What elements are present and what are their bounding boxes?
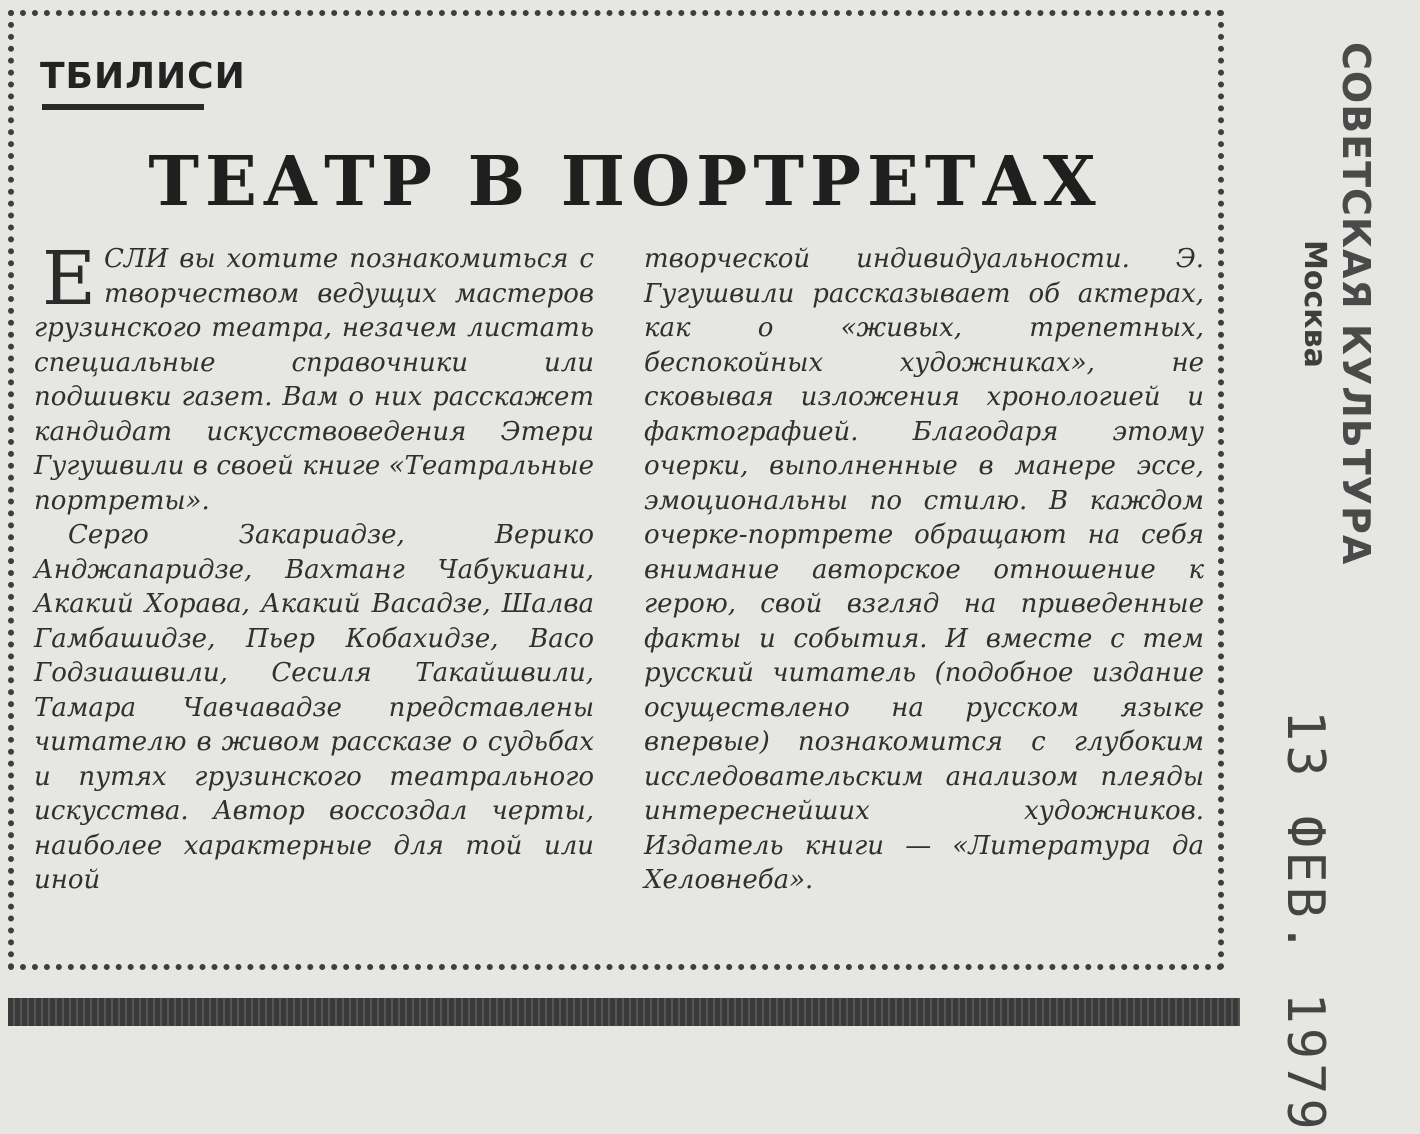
paragraph-1 bbox=[34, 236, 594, 518]
bottom-rule bbox=[8, 998, 1240, 1026]
drop-cap: Е bbox=[42, 236, 97, 322]
paragraph-3: творческой индивидуальности. Э. Гугушвили рассказывает об актерах, как о «живых, трепетных, беспокойных художниках», не сковывая изложения хронологией и фактографией. Благодаря этому очерки, выполненные в манере эссе, эмоциональны по стилю. В каждом очерке-портрете обращают на себя внимание авторское отношение к герою, свой взгляд на приведенные факты и события. И вместе с тем русский читатель (подобное издание осуществлено на русском языке впервые) познакомится с глубоким исследовательским анализом плеяды интереснейших художников. Издатель книги — «Литература да Хеловнеба». bbox=[644, 244, 1204, 895]
headline: ТЕАТР В ПОРТРЕТАХ bbox=[148, 142, 1102, 222]
paragraph-1-text: СЛИ вы хотите познакомиться с творчеством ведущих мастеров грузинского театра, незачем листать специальные справочники или подшивки газет. Вам о них расскажет кандидат искусствоведения Этери Гугушвили в своей книге «Театральные портреты». bbox=[34, 244, 594, 516]
newspaper-city: Москва bbox=[1297, 240, 1332, 368]
date-stamp-text: 13 ФЕВ. 1979 bbox=[1275, 710, 1335, 1134]
section-label: ТБИЛИСИ bbox=[40, 56, 246, 97]
section-underline bbox=[42, 104, 204, 110]
article-column-right bbox=[644, 242, 1204, 898]
paragraph-2: Серго Закариадзе, Верико Анджапаридзе, Вахтанг Чабукиани, Акакий Хорава, Акакий Васадзе, Шалва Гамбашидзе, Пьер Кобахидзе, Васо Годзиашвили, Сесиля Такайшвили, Тамара Чавчавадзе представлены читателю в живом рассказе о судьбах и путях грузинского театрального искусства. Автор воссоздал черты, наиболее характерные для той или иной bbox=[34, 520, 594, 895]
article-column-left bbox=[34, 236, 594, 898]
newspaper-title: СОВЕТСКАЯ КУЛЬТУРА bbox=[1334, 42, 1378, 566]
